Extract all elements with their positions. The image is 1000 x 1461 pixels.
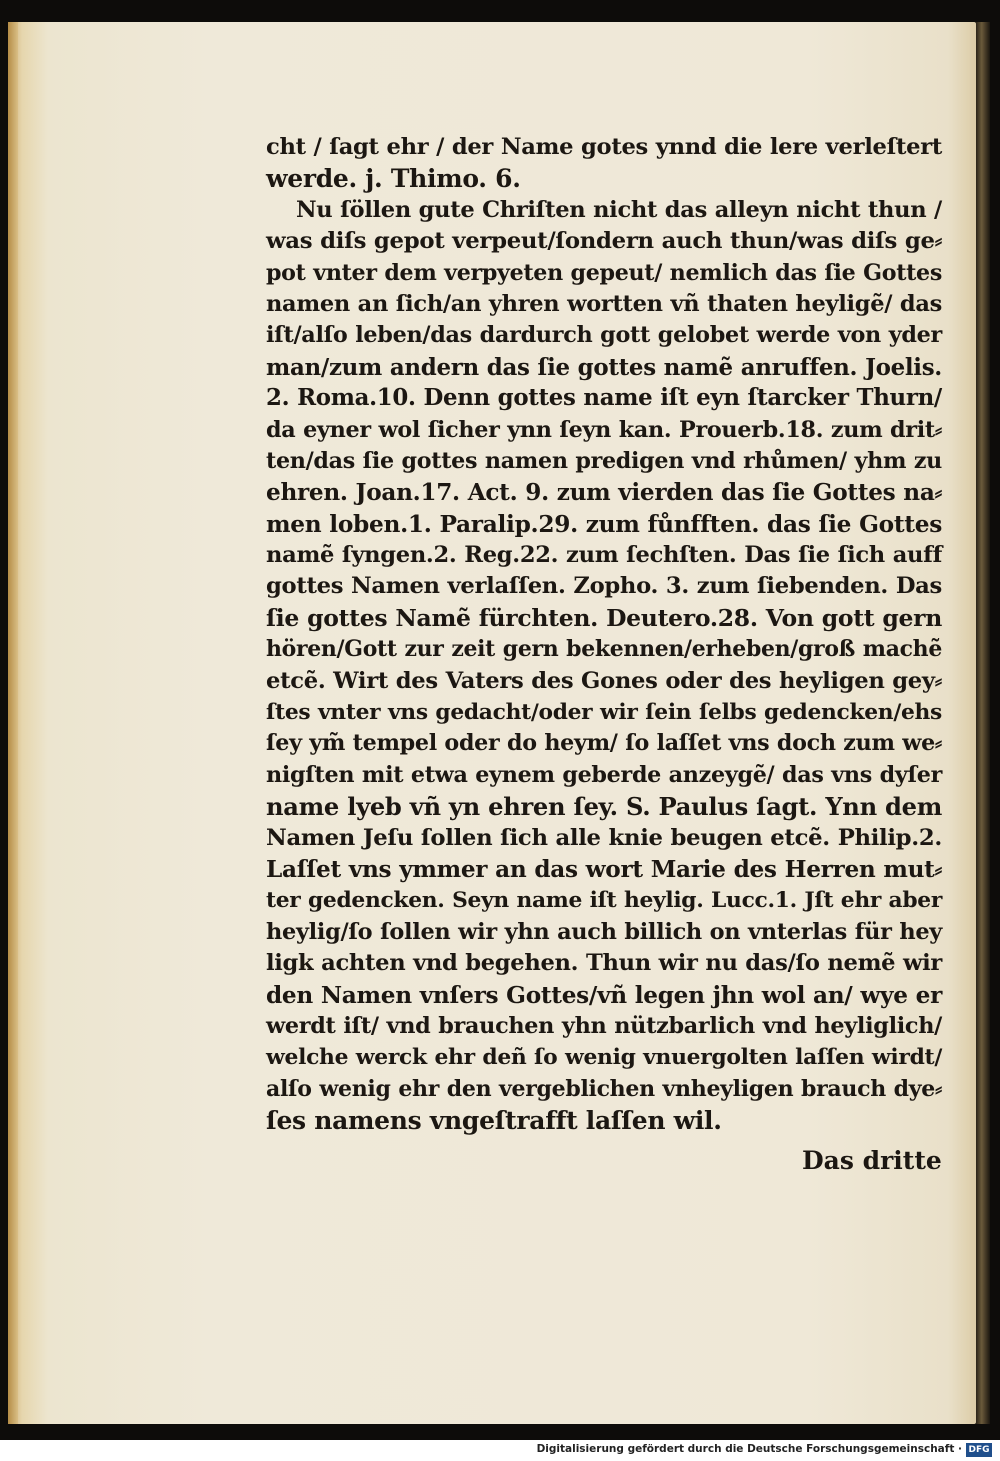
text-line: name lyeb vñ yn ehren ſey. S. Paulus ſagt. Ynn dem <box>266 792 942 822</box>
text-line: namen an ſich/an yhren wortten vñ thaten heyligẽ/ das <box>266 290 942 317</box>
footer-bar <box>0 1440 1000 1461</box>
text-line: Laſſet vns ymmer an das wort Marie des Herren mut⸗ <box>266 855 942 883</box>
text-line: hören/Gott zur zeit gern bekennen/erheben/groß machẽ <box>266 636 942 663</box>
dfg-logo: DFG <box>966 1443 992 1457</box>
text-line: ehren. Joan.17. Act. 9. zum vierden das ſie Gottes na⸗ <box>266 479 942 507</box>
text-line: 2. Roma.10. Denn gottes name iſt eyn ſtarcker Thurn/ <box>266 385 942 412</box>
text-line: heylig/ſo ſollen wir yhn auch billich on vnterlas für hey <box>266 918 942 945</box>
text-line: gottes Namen verlaſſen. Zopho. 3. zum ſiebenden. Das <box>266 573 942 600</box>
text-line: ſey ym̃ tempel oder do heym/ ſo laſſet vns doch zum we⸗ <box>266 730 942 757</box>
text-line: cht / ſagt ehr / der Name gotes ynnd die lere verleſtert <box>266 134 942 160</box>
text-line: werde. j. Thimo. 6. <box>266 164 521 194</box>
text-line: men loben.1. Paralip.29. zum fůnfften. das ſie Gottes <box>266 510 942 538</box>
text-line: nigſten mit etwa eynem geberde anzeygẽ/ das vns dyſer <box>266 761 942 788</box>
body-text <box>266 132 942 1137</box>
text-line: was diſs gepot verpeut/ſondern auch thun/was diſs ge⸗ <box>266 228 942 255</box>
text-line: ter gedencken. Seyn name iſt heylig. Lucc.1. Jſt ehr aber <box>266 888 942 914</box>
text-line: ligk achten vnd begehen. Thun wir nu das/ſo nemẽ wir <box>266 950 942 977</box>
text-line: Nu ſöllen gute Chriſten nicht das alleyn nicht thun / <box>296 196 942 223</box>
text-line: werdt iſt/ vnd brauchen yhn nützbarlich vnd heyliglich/ <box>266 1012 942 1039</box>
text-line: pot vnter dem verpyeten gepeut/ nemlich das ſie Gottes <box>266 259 942 286</box>
funding-credit: Digitalisierung gefördert durch die Deutsche Forschungsgemeinschaft · <box>536 1443 962 1455</box>
text-line: man/zum andern das ſie gottes namẽ anruffen. Joelis. <box>266 353 942 381</box>
page-binding-edge <box>8 22 18 1424</box>
page-edge-shadow <box>976 22 990 1424</box>
text-line: ſes namens vngeſtrafft laſſen wil. <box>266 1106 722 1136</box>
text-line: Namen Jeſu ſollen ſich alle knie beugen etcẽ. Philip.2. <box>266 824 942 851</box>
text-line: da eyner wol ſicher ynn ſeyn kan. Prouerb.18. zum drit⸗ <box>266 416 942 443</box>
text-line: ſie gottes Namẽ fürchten. Deutero.28. Von gott gern <box>266 603 942 632</box>
text-line: etcẽ. Wirt des Vaters des Gones oder des heyligen gey⸗ <box>266 667 942 694</box>
text-line: den Namen vnſers Gottes/vñ legen jhn wol an/ wye er <box>266 981 942 1009</box>
text-line: iſt/alſo leben/das dardurch gott gelobet werde von yder <box>266 322 942 349</box>
text-line: welche werck ehr deñ ſo wenig vnuergolten laſſen wirdt/ <box>266 1045 942 1071</box>
catchword: Das dritte <box>802 1146 942 1175</box>
text-line: namẽ ſyngen.2. Reg.22. zum ſechſten. Das ſie ſich auff <box>266 542 942 569</box>
text-line: ſtes vnter vns gedacht/oder wir ſein ſelbs gedencken/ehs <box>266 700 942 726</box>
text-line: ten/das ſie gottes namen predigen vnd rhůmen/ yhm zu <box>266 447 942 474</box>
text-line: alſo wenig ehr den vergeblichen vnheyligen brauch dye⸗ <box>266 1075 942 1102</box>
